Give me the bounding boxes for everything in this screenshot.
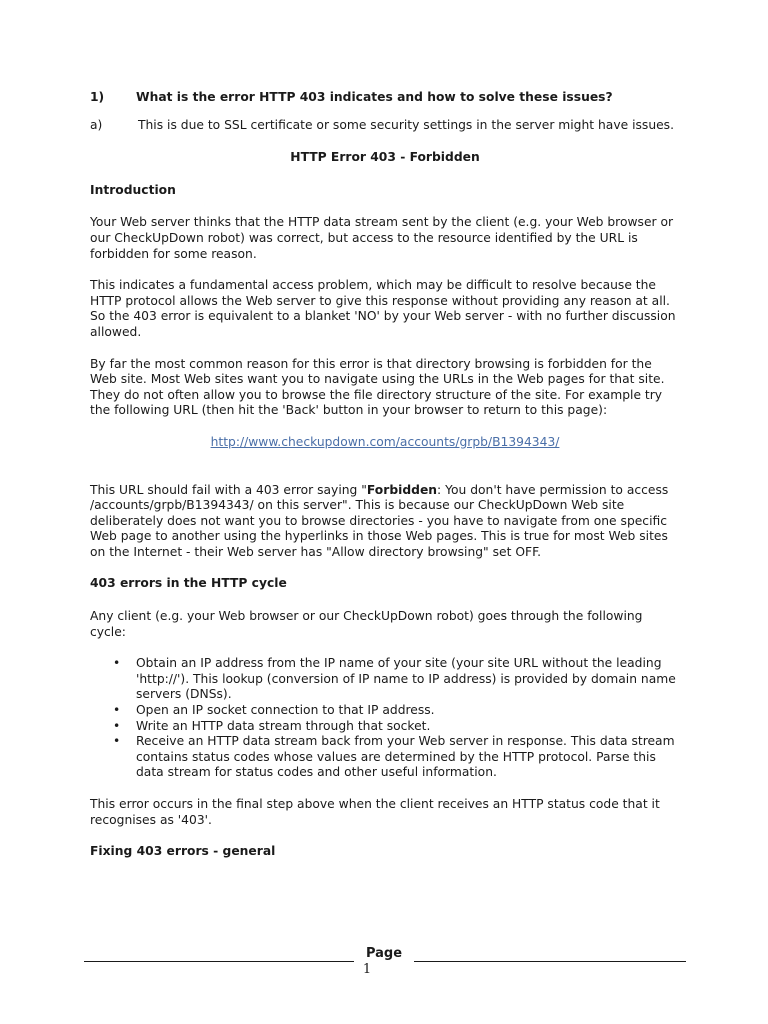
list-item [90,734,680,781]
fixing-heading: Fixing 403 errors - general [90,844,276,859]
list-item [90,703,680,719]
example-url-link[interactable]: http://www.checkupdown.com/accounts/grpb/B1394343/ [210,434,560,449]
list-item-text: Open an IP socket connection to that IP address. [136,703,435,718]
footer-rule-left [84,961,354,962]
cycle-outro: This error occurs in the final step above when the client receives an HTTP status code that it recognises as '403'. [90,797,660,827]
answer [90,118,680,134]
para4-end: : You don't have permission to access /accounts/grpb/B1394343/ on this server". This is because our CheckUpDown Web site deliberately does not want you to browse directories - you have to navigate from one specific Web page to another using the hyperlinks in those Web pages. This is true for most Web sites on the Internet - their Web server has "Allow directory browsing" set OFF. [90,482,669,559]
bullet-icon: • [113,703,121,718]
list-item-text: Receive an HTTP data stream back from your Web server in response. This data stream contains status codes whose values are determined by the HTTP protocol. Parse this data stream for status codes and other useful information. [136,734,675,780]
para4-start: This URL should fail with a 403 error saying " [90,482,367,497]
list-item [90,656,680,703]
document-title: HTTP Error 403 - Forbidden [290,150,480,165]
document-body [90,90,680,877]
introduction-paragraph-4 [90,483,680,561]
cycle-steps-list [90,656,680,781]
introduction-paragraph-1: Your Web server thinks that the HTTP data stream sent by the client (e.g. your Web browser or our CheckUpDown robot) was correct, but access to the resource identified by the URL is forbidden for some reason. [90,215,674,261]
forbidden-bold: Forbidden [366,482,438,497]
question-text: What is the error HTTP 403 indicates and how to solve these issues? [136,90,613,104]
footer-rule-right [414,961,686,962]
question [90,90,680,106]
bullet-icon: • [113,734,121,749]
introduction-paragraph-2: This indicates a fundamental access problem, which may be difficult to resolve because the HTTP protocol allows the Web server to give this response without providing any reason at all. So the 403 error is equivalent to a blanket 'NO' by your Web server - with no further discussion allowed. [90,278,676,339]
answer-letter: a) [90,117,103,132]
cycle-intro: Any client (e.g. your Web browser or our CheckUpDown robot) goes through the following cycle: [90,609,643,639]
page-footer [84,944,686,984]
footer-page-number: 1 [362,962,372,977]
question-number: 1) [90,90,105,104]
answer-text: This is due to SSL certificate or some security settings in the server might have issues. [138,117,675,132]
bullet-icon: • [113,718,121,733]
bullet-icon: • [113,656,121,671]
introduction-heading: Introduction [90,182,176,197]
example-link-line [90,435,680,451]
introduction-paragraph-3: By far the most common reason for this error is that directory browsing is forbidden for the Web site. Most Web sites want you to navigate using the URLs in the Web pages for that site. They do not often allow you to browse the file directory structure of the site. For example try the following URL (then hit the 'Back' button in your browser to return to this page): [90,356,665,418]
cycle-heading: 403 errors in the HTTP cycle [90,576,287,591]
list-item [90,719,680,735]
footer-page-label: Page [365,946,403,961]
list-item-text: Write an HTTP data stream through that socket. [136,718,431,733]
list-item-text: Obtain an IP address from the IP name of your site (your site URL without the leading 'http://'). This lookup (conversion of IP name to IP address) is provided by domain name servers (DNSs). [136,656,676,702]
